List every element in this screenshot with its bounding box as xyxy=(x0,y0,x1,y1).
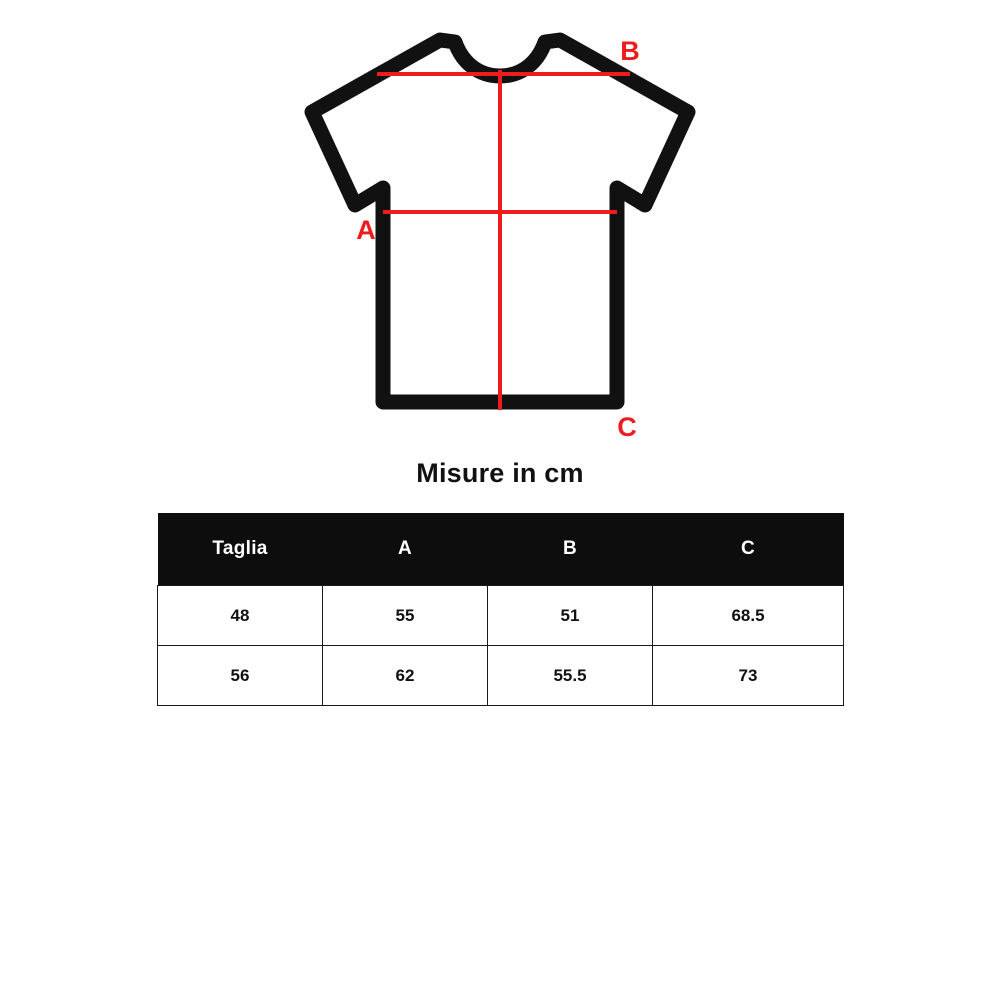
cell-b: 51 xyxy=(488,586,653,646)
cell-size: 56 xyxy=(158,646,323,706)
size-table-body xyxy=(158,586,844,706)
dimension-label-a: A xyxy=(356,215,376,245)
tshirt-diagram-svg xyxy=(0,0,1000,450)
size-table xyxy=(157,513,844,706)
table-row xyxy=(158,646,844,706)
size-table-head xyxy=(158,513,844,586)
cell-c: 68.5 xyxy=(653,586,844,646)
measurement-lines xyxy=(377,70,630,410)
cell-a: 62 xyxy=(323,646,488,706)
column-header-taglia: Taglia xyxy=(158,513,323,586)
cell-size: 48 xyxy=(158,586,323,646)
cell-a: 55 xyxy=(323,586,488,646)
cell-c: 73 xyxy=(653,646,844,706)
size-table-wrap xyxy=(157,513,843,706)
caption-measures-in-cm: Misure in cm xyxy=(416,458,584,488)
table-header-row xyxy=(158,513,844,586)
column-header-b: B xyxy=(488,513,653,586)
dimension-label-b: B xyxy=(620,36,640,66)
dimension-label-c: C xyxy=(617,412,637,442)
table-row xyxy=(158,586,844,646)
cell-b: 55.5 xyxy=(488,646,653,706)
column-header-c: C xyxy=(653,513,844,586)
tshirt-diagram xyxy=(0,0,1000,450)
column-header-a: A xyxy=(323,513,488,586)
